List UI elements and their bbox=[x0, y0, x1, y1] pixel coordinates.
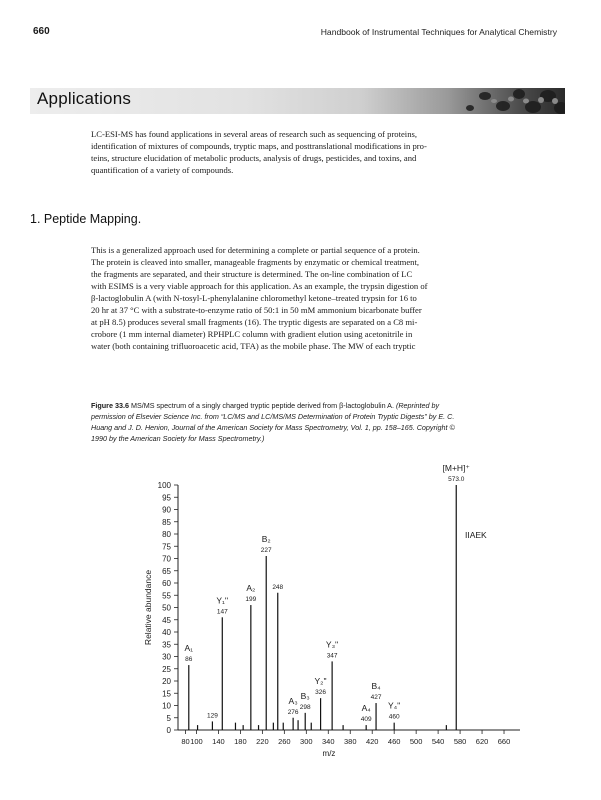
caption-line bbox=[91, 400, 567, 411]
x-tick-label: 620 bbox=[475, 737, 489, 746]
y-tick-label: 80 bbox=[162, 530, 171, 539]
peak-value-label: 573.0 bbox=[448, 476, 465, 483]
x-tick-label: 460 bbox=[387, 737, 401, 746]
body-line: the fragments are separated, and their structure is determined. The on-line combination of LC bbox=[91, 269, 413, 279]
running-header: Handbook of Instrumental Techniques for Analytical Chemistry bbox=[320, 27, 557, 37]
y-tick-label: 50 bbox=[162, 603, 171, 613]
y-tick-label: 15 bbox=[162, 689, 171, 699]
y-tick-label: 25 bbox=[162, 664, 171, 674]
y-tick-label: 0 bbox=[166, 726, 171, 735]
x-tick-label: 380 bbox=[343, 737, 357, 746]
peak-value-label: 199 bbox=[245, 596, 257, 604]
x-tick-label: 80 bbox=[181, 737, 190, 746]
x-tick-label: 300 bbox=[300, 737, 313, 746]
peak-value-label: 147 bbox=[216, 608, 228, 616]
body-line: water (both containing trifluoroacetic acid, TFA) as the mobile phase. The MW of each tryptic bbox=[91, 341, 416, 351]
intro-line: quantification of a variety of compounds. bbox=[91, 165, 234, 175]
peak-value-label: 86 bbox=[185, 656, 193, 664]
intro-paragraph bbox=[91, 128, 565, 176]
intro-line: identification of mixtures of compounds, tryptic maps, and posttranslational modifications in pro- bbox=[91, 141, 427, 151]
x-tick-label: 540 bbox=[431, 737, 445, 746]
ion-label: Y₄'' bbox=[387, 700, 401, 711]
peak-value-label: 460 bbox=[388, 713, 400, 721]
x-tick-label: 660 bbox=[497, 737, 511, 746]
ion-label: B₃ bbox=[300, 690, 310, 701]
figure-citation: 1990 by the American Society for Mass Spectrometry.) bbox=[91, 434, 265, 443]
figure-caption-text: MS/MS spectrum of a singly charged tryptic peptide derived from β-lactoglobulin A. bbox=[130, 401, 394, 410]
body-line: crobore (1 mm internal diameter) RPHPLC column with gradient elution using acetonitrile in bbox=[91, 329, 413, 339]
y-tick-label: 45 bbox=[162, 615, 171, 625]
x-tick-label: 100 bbox=[190, 737, 203, 746]
x-tick-label: 220 bbox=[256, 737, 269, 746]
peak-value-label: 248 bbox=[272, 583, 284, 591]
peak-value-label: 129 bbox=[206, 712, 218, 720]
ion-label: A₃ bbox=[288, 695, 298, 706]
figure-label: Figure 33.6 bbox=[91, 401, 129, 410]
ion-label: A₁ bbox=[184, 643, 194, 654]
y-tick-label: 100 bbox=[157, 481, 171, 490]
x-tick-label: 340 bbox=[322, 737, 335, 746]
x-axis-title: m/z bbox=[322, 749, 336, 758]
peak-value-label: 409 bbox=[360, 716, 372, 724]
y-tick-label: 40 bbox=[162, 628, 171, 637]
banner-texture-graphic bbox=[415, 88, 565, 114]
intro-line: teins, structure elucidation of metabolic products, analysis of drugs, pesticides, and toxins, and bbox=[91, 153, 417, 163]
peak-value-label: 427 bbox=[370, 694, 382, 702]
y-tick-label: 75 bbox=[162, 542, 171, 552]
x-tick-label: 260 bbox=[278, 737, 291, 746]
y-tick-label: 10 bbox=[162, 701, 171, 711]
body-line: β-lactoglobulin A (with N-tosyl-L-phenylalanine chloromethyl ketone–treated trypsin for 16 to bbox=[91, 293, 417, 303]
peak-value-label: 326 bbox=[315, 689, 327, 697]
page-number: 660 bbox=[33, 26, 50, 37]
ion-label: [M+H]⁺ bbox=[442, 463, 470, 473]
applications-banner bbox=[30, 88, 565, 114]
peptide-label: IIAEK bbox=[465, 530, 487, 540]
intro-line: LC-ESI-MS has found applications in several areas of research such as sequencing of proteins, bbox=[91, 129, 417, 139]
body-line: This is a generalized approach used for determining a complete or partial sequence of a protein. bbox=[91, 245, 420, 255]
ion-label: B₄ bbox=[371, 681, 381, 692]
ms-ms-spectrum-chart bbox=[130, 455, 530, 780]
peak-value-label: 276 bbox=[287, 708, 299, 716]
figure-citation: (Reprinted by bbox=[395, 401, 440, 410]
section-heading: 1. Peptide Mapping. bbox=[30, 212, 142, 226]
figure-citation: permission of Elsevier Science Inc. from “LC/MS and LC/MS/MS Determination of Protein Tryptic Digests” by E. C. bbox=[91, 412, 455, 421]
ion-label: B₂ bbox=[261, 534, 271, 545]
y-tick-label: 90 bbox=[162, 505, 171, 515]
ion-label: A₄ bbox=[361, 703, 371, 714]
ion-label: Y₃'' bbox=[325, 639, 339, 650]
y-tick-label: 55 bbox=[162, 591, 171, 601]
ion-label: A₂ bbox=[246, 583, 256, 594]
body-line: with ESIMS is a very viable approach for this application. As an example, the trypsin digestion of bbox=[91, 281, 428, 291]
body-line: The protein is cleaved into smaller, manageable fragments by enzymatic or chemical treatment, bbox=[91, 257, 419, 267]
banner-title: Applications bbox=[37, 89, 132, 108]
body-line: at pH 8.5) produces several small fragments (16). The tryptic digests are separated on a C8 mi- bbox=[91, 317, 418, 327]
x-tick-label: 140 bbox=[212, 737, 225, 746]
y-tick-label: 65 bbox=[162, 566, 171, 576]
figure-citation: Huang and J. D. Henion, Journal of the American Society for Mass Spectrometry, Vol. 1, pp. 158–165. Copyright © bbox=[91, 423, 455, 432]
section-paragraph bbox=[91, 244, 565, 352]
x-tick-label: 580 bbox=[453, 737, 467, 746]
x-tick-label: 420 bbox=[365, 737, 379, 746]
ion-label: Y₁'' bbox=[216, 595, 229, 606]
y-tick-label: 60 bbox=[162, 579, 171, 588]
figure-caption bbox=[91, 400, 567, 444]
ion-label: Y₂'' bbox=[314, 676, 327, 687]
peak-value-label: 298 bbox=[299, 703, 311, 711]
y-tick-label: 95 bbox=[162, 493, 171, 503]
y-tick-label: 5 bbox=[166, 713, 171, 723]
y-tick-label: 30 bbox=[162, 652, 171, 662]
y-tick-label: 20 bbox=[162, 677, 171, 686]
y-tick-label: 85 bbox=[162, 517, 171, 527]
x-tick-label: 180 bbox=[234, 737, 247, 746]
y-tick-label: 35 bbox=[162, 640, 171, 650]
y-tick-label: 70 bbox=[162, 554, 171, 564]
y-axis-title: Relative abundance bbox=[143, 569, 153, 646]
x-tick-label: 500 bbox=[409, 737, 423, 746]
body-line: 20 hr at 37 °C with a substrate-to-enzyme ratio of 50:1 in 50 mM ammonium bicarbonate buffer bbox=[91, 305, 422, 315]
peak-value-label: 227 bbox=[260, 547, 272, 555]
peak-value-label: 347 bbox=[326, 652, 338, 660]
